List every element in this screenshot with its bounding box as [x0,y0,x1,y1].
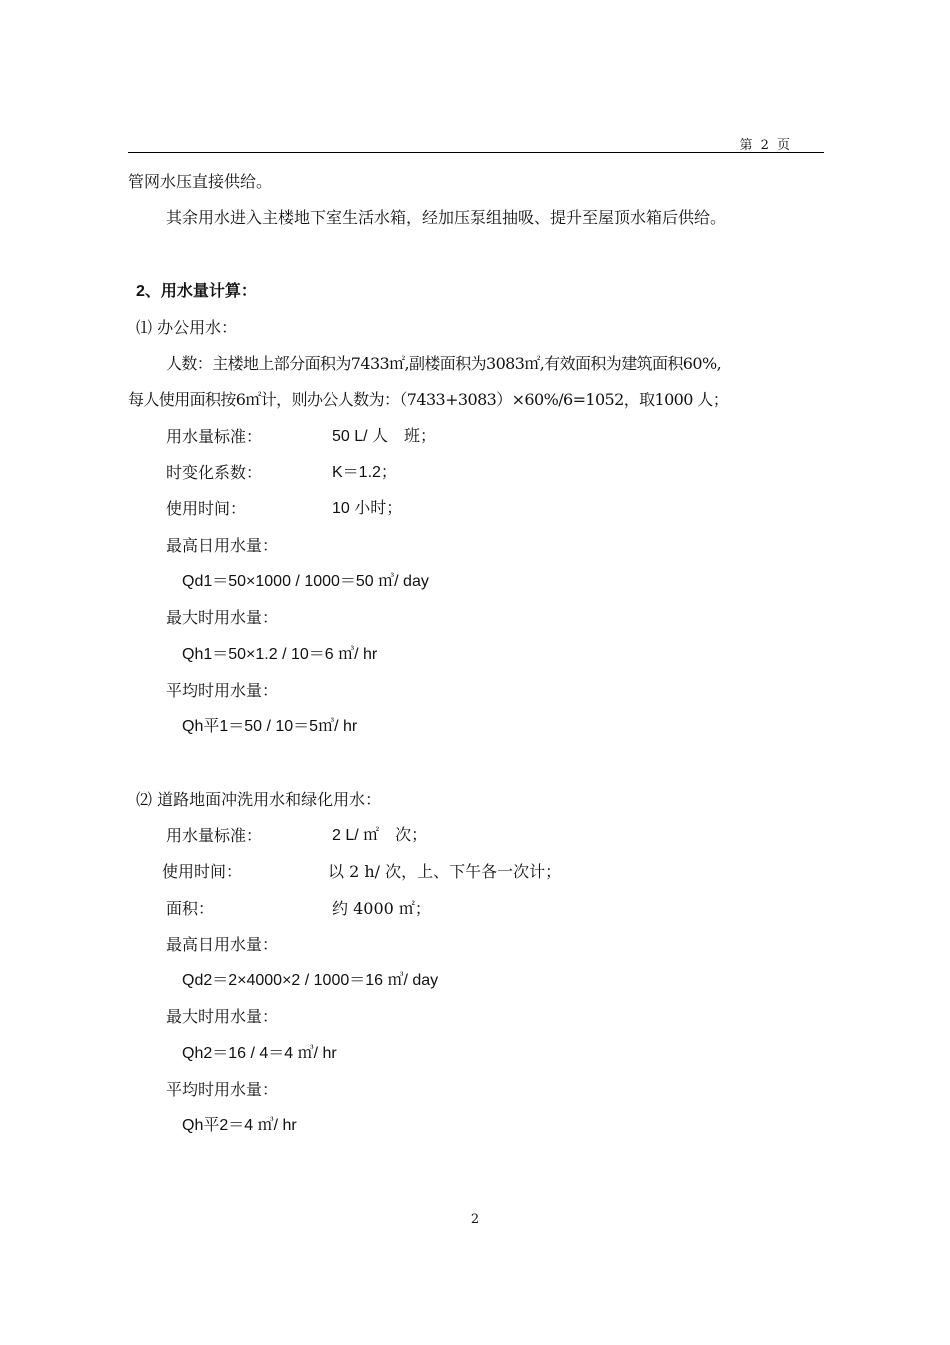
road-avg-hour-formula: Qh平2＝4 ㎥/ hr [182,1117,297,1134]
page-number: 2 [470,1212,480,1227]
road-avg-hour-label: 平均时用水量： [166,1080,279,1099]
road-max-hour-formula: Qh2＝16 / 4＝4 ㎥/ hr [182,1045,337,1062]
office-std-value: 50 L/ 人 班； [332,428,437,445]
subsection-title-road: ⑵ 道路地面冲洗用水和绿化用水： [136,790,382,809]
office-max-day-label: 最高日用水量： [166,536,279,555]
page-header [128,126,824,153]
office-max-hour-formula: Qh1＝50×1.2 / 10＝6 ㎥/ hr [182,646,378,663]
office-max-day-formula: Qd1＝50×1000 / 1000＝50 ㎥/ day [182,573,429,590]
office-avg-hour-formula: Qh平1＝50 / 10＝5㎥/ hr [182,718,358,735]
road-std-value: 2 L/ ㎡ 次； [332,827,428,844]
road-area-value: 约 4000 ㎡； [332,899,431,918]
road-std-label: 用水量标准： [166,826,263,845]
subsection-title-office: ⑴ 办公用水： [136,318,238,337]
road-time-label: 使用时间： [162,862,243,881]
office-max-hour-label: 最大时用水量： [166,608,279,627]
road-time-value: 以 2 h/ 次，上、下午各一次计； [328,862,562,881]
header-page-label: 第 2 页 [739,138,792,153]
office-std-label: 用水量标准： [166,427,263,446]
office-k-label: 时变化系数： [166,463,263,482]
road-max-day-label: 最高日用水量： [166,935,279,954]
road-max-day-formula: Qd2＝2×4000×2 / 1000＝16 ㎥/ day [182,972,439,989]
office-time-value: 10 小时； [332,500,403,517]
road-area-label: 面积： [166,899,215,918]
office-avg-hour-label: 平均时用水量： [166,681,279,700]
office-time-label: 使用时间： [166,499,247,518]
section-heading: 2、用水量计算： [136,283,257,300]
road-max-hour-label: 最大时用水量： [166,1007,279,1026]
office-k-value: K＝1.2； [332,464,397,481]
paragraph-line: 其余用水进入主楼地下室生活水箱，经加压泵组抽吸、提升至屋顶水箱后供给。 [166,208,727,227]
people-line-2: 每人使用面积按6㎡计，则办公人数为：（7433+3083）×60%/6=1052，取1000 人； [128,390,729,409]
people-line-1: 人数：主楼地上部分面积为7433㎡,副楼面积为3083㎡,有效面积为建筑面积60%, [166,354,722,373]
paragraph-line: 管网水压直接供给。 [128,172,273,191]
